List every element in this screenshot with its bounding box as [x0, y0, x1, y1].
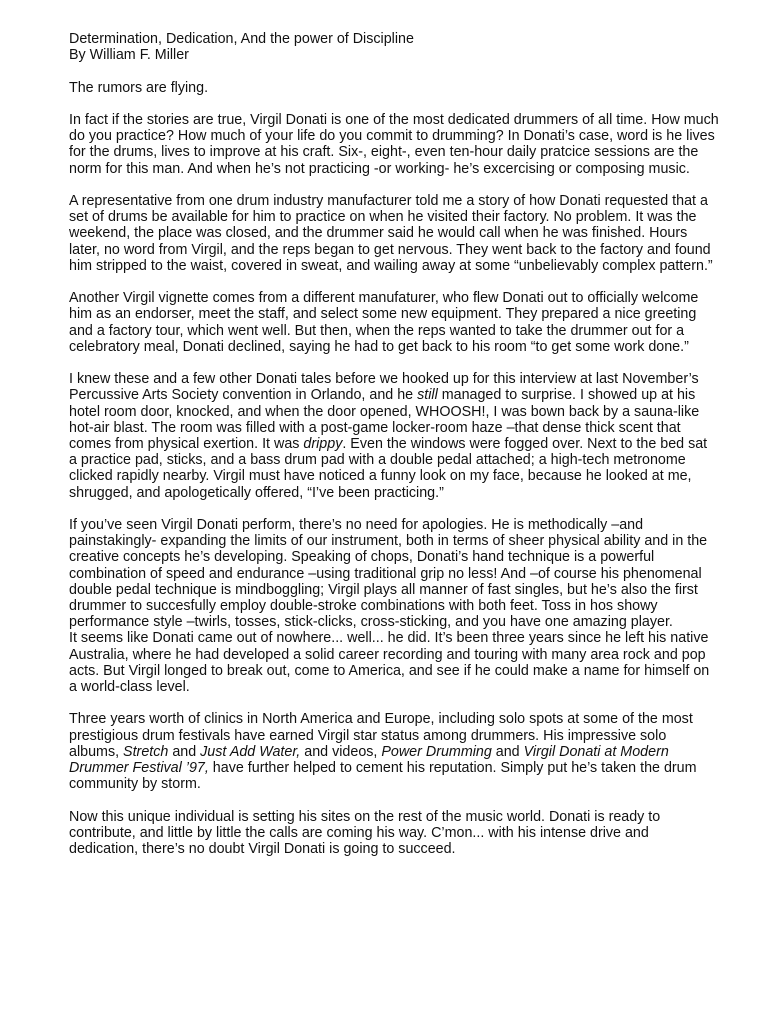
paragraph-8-part-e: have further helped to cement his reputation. Simply put he’s taken the drum community by storm. — [69, 760, 697, 793]
article-byline: By William F. Miller — [69, 47, 189, 64]
paragraph-7: It seems like Donati came out of nowhere... well... he did. It’s been three years since he left his native Australia, where he had developed a solid career recording and touring with many area rock and pop acts. But Virgil longed to break out, come to America, and see if he could make a name for himself on a world-class level. — [69, 630, 710, 696]
document-page — [69, 31, 719, 873]
paragraph-5-emphasis-drippy: drippy — [303, 436, 343, 452]
paragraph-8-part-d: and — [491, 743, 524, 760]
paragraph-1: The rumors are flying. — [69, 79, 209, 96]
paragraph-6: If you’ve seen Virgil Donati perform, there’s no need for apologies. He is methodically –and painstakingly- expanding the limits of our instrument, both in terms of sheer physical ability and in the creative concepts he’s developing. Speaking of chops, Donati’s hand technique is a powerful combination of speed and endurance –using traditional grip no less! And –of course his phenomenal double pedal technique is mindboggling; Virgil plays all manner of fast singles, but he’s also the first drummer to succesfully employ double-stroke combinations with both feet. Toss in hos showy performance style –twirls, tosses, stick-clicks, cross-sticking, and you have one amazing player. — [69, 517, 708, 631]
paragraph-8-part-c: and videos, — [300, 743, 382, 760]
paragraph-5-part-a: I knew these and a few other Donati tales before we hooked up for this interview at last November’s Percussive Arts Society convention in Orlando, and he — [69, 371, 699, 404]
paragraph-2: In fact if the stories are true, Virgil Donati is one of the most dedicated drummers of all time. How much do you practice? How much of your life do you commit to drumming? In Donati’s case, word is he lives for the drums, lives to improve at his craft. Six-, eight-, even ten-hour daily pratcice sessions are the norm for this man. And when he’s not practicing -or working- he’s excercising or composing music. — [69, 111, 719, 177]
paragraph-4: Another Virgil vignette comes from a different manufaturer, who flew Donati out to officially welcome him as an endorser, meet the staff, and select some new equipment. They prepared a nice greeting and a factory tour, which went well. But then, when the reps wanted to take the drummer out for a celebratory meal, Donati declined, saying he had to get back to his room “to get some work done.” — [69, 290, 699, 355]
paragraph-5-part-b: managed to surprise. I showed up at his hotel room door, knocked, and when the door opened, WHOOSH!, I was bown back by a sauna-like hot-air blast. The room was filled with a post-game locker-room haze –that dense thick scent that comes from physical exertion. It was — [69, 387, 700, 452]
video-title-power-drumming: Power Drumming — [381, 743, 492, 760]
album-title-stretch: Stretch — [123, 743, 169, 760]
paragraph-5 — [69, 371, 719, 501]
paragraph-8-part-b: and — [168, 743, 201, 760]
paragraph-5-emphasis-still: still — [417, 387, 438, 404]
paragraph-3: A representative from one drum industry manufacturer told me a story of how Donati requested that a set of drums be available for him to practice on when he visited their factory. No problem. It was the weekend, the place was closed, and the drummer said he would call when he was finished. Hours later, no word from Virgil, and the reps began to get nervous. They went back to the factory and found him stripped to the waist, covered in sweat, and wailing away at some “unbelievably complex pattern.” — [69, 192, 713, 274]
article-title: Determination, Dedication, And the power of Discipline — [69, 31, 414, 47]
article-header — [69, 31, 719, 63]
paragraph-9: Now this unique individual is setting his sites on the rest of the music world. Donati is ready to contribute, and little by little the calls are coming his way. C’mon... with his intense drive and dedication, there’s no doubt Virgil Donati is going to succeed. — [69, 808, 661, 858]
paragraph-8-part-a: Three years worth of clinics in North America and Europe, including solo spots at some of the most prestigious drum festivals have earned Virgil star status among drummers. His impressive solo albums, — [69, 711, 693, 760]
paragraph-8 — [69, 711, 719, 792]
album-title-just-add-water: Just Add Water, — [200, 743, 301, 760]
paragraph-5-part-c: . Even the windows were fogged over. Next to the bed sat a practice pad, sticks, and a bass drum pad with a double pedal attached; a high-tech metronome clicked rapidly nearby. Virgil must have noticed a funny look on my face, because he looked at me, shrugged, and apologetically offered, “I’ve been practicing.” — [69, 436, 708, 501]
video-title-modern-drummer-festival: Virgil Donati at Modern Drummer Festival ’97, — [69, 743, 669, 777]
